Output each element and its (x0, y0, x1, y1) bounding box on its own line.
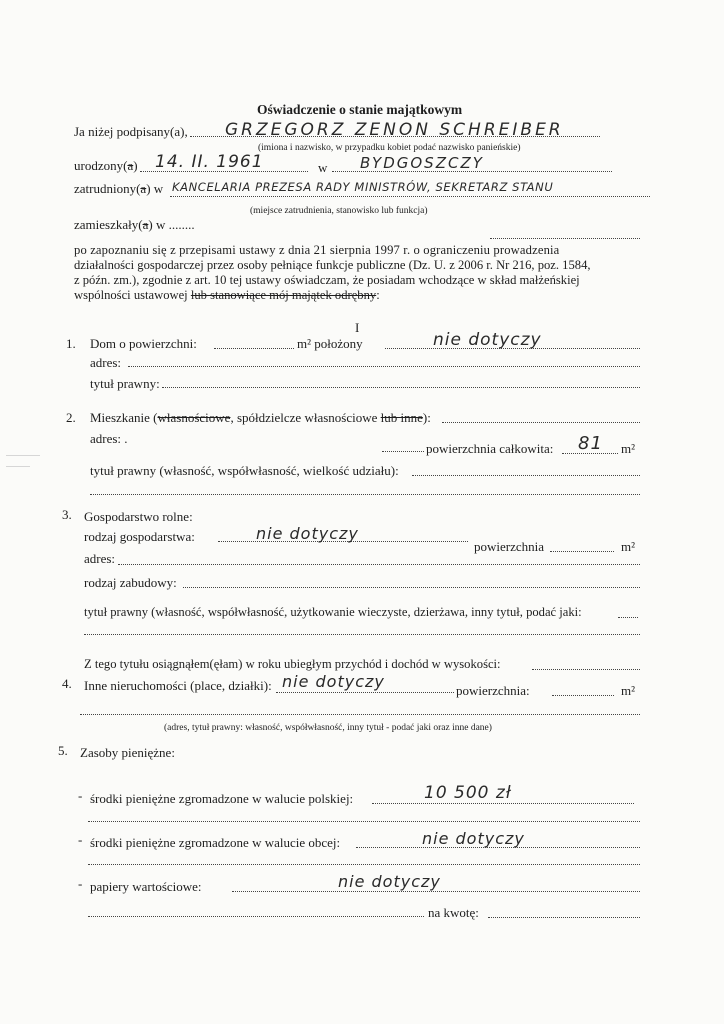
s5-fx-value: nie dotyczy (422, 829, 525, 848)
s4-value-dotted (276, 692, 454, 693)
s4-note: (adres, tytuł prawny: własność, współwłasność, inny tytuł - podać jaki oraz inne dane) (164, 723, 492, 733)
s1-unit-label: m² położony (297, 336, 363, 351)
s3-number: 3. (62, 507, 72, 522)
signed-label: Ja niżej podpisany(a), (74, 124, 188, 139)
s3-area-label: powierzchnia (474, 539, 545, 554)
s5-label: Zasoby pieniężne: (80, 745, 175, 760)
born-place-value: BYDGOSZCZY (360, 154, 484, 172)
intro-line-4b: lub stanowiące mój majątek odrębny (190, 288, 377, 302)
s3-unit-label: m² (621, 539, 636, 554)
s2-label (90, 410, 431, 425)
s5-pln-dotted-2 (88, 821, 640, 822)
s4-label: Inne nieruchomości (place, działki): (84, 678, 272, 693)
resident-dotted-line (490, 238, 640, 239)
s5-pln-dash: - (78, 788, 83, 803)
s3-income-label: Z tego tytułu osiągnąłem(ęłam) w roku ubiegłym przychód i dochód w wysokości: (84, 657, 501, 671)
born-label-a: urodzony( (74, 158, 128, 173)
s5-pln-value: 10 500 zł (424, 783, 512, 803)
s2-label-b: własnościowe (157, 410, 231, 425)
s2-title-label: tytuł prawny (własność, współwłasność, wielkość udziału): (90, 463, 399, 478)
s2-address-dotted (382, 451, 424, 452)
s5-number: 5. (58, 743, 68, 758)
born-label-c: ) (133, 158, 138, 173)
s2-unit-label: m² (621, 441, 636, 456)
intro-line-4a: wspólności ustawowej (74, 288, 188, 302)
scan-edge-mark (6, 466, 30, 467)
intro-line-1: po zapoznaniu się z przepisami ustawy z dnia 21 sierpnia 1997 r. o ograniczeniu prowadzenia (74, 243, 560, 257)
s5-sec-dash: - (78, 876, 83, 891)
s1-title-label: tytuł prawny: (90, 376, 160, 391)
s3-address-dotted (118, 564, 640, 565)
s5-amount-label: na kwotę: (428, 905, 479, 920)
employed-label-b: a (140, 181, 147, 196)
s1-address-label: adres: (90, 355, 122, 370)
resident-label-a: zamieszkały( (74, 217, 143, 232)
s1-number: 1. (66, 336, 76, 351)
s2-label-d: lub inne (380, 410, 423, 425)
born-in-label: w (318, 160, 328, 175)
s3-title-label: tytuł prawny (własność, współwłasność, użytkowanie wieczyste, dzierżawa, inny tytuł, podać jaki: (84, 605, 582, 619)
s4-value: nie dotyczy (282, 672, 385, 691)
s4-area-label: powierzchnia: (456, 683, 530, 698)
s1-title-dotted (162, 387, 640, 388)
s2-number: 2. (66, 410, 76, 425)
s5-sec-label: papiery wartościowe: (90, 879, 202, 894)
s3-title-dotted (618, 617, 638, 618)
resident-label (74, 217, 195, 232)
s2-title-dotted (412, 475, 640, 476)
scan-edge-mark (6, 455, 40, 456)
s5-amount-dotted-2 (488, 917, 640, 918)
born-date-value: 14. II. 1961 (155, 152, 264, 172)
name-note: (imiona i nazwisko, w przypadku kobiet podać nazwisko panieńskie) (258, 143, 521, 153)
employed-label (74, 181, 163, 196)
s5-fx-dash: - (78, 832, 83, 847)
s2-title-dotted-2 (90, 494, 640, 495)
s3-income-dotted (532, 669, 640, 670)
born-label (74, 158, 138, 173)
s2-address-label: adres: . (90, 431, 128, 446)
s5-sec-dotted (232, 891, 640, 892)
s3-type-value: nie dotyczy (256, 524, 359, 543)
s4-number: 4. (62, 676, 72, 691)
s5-fx-dotted-2 (88, 864, 640, 865)
s1-value: nie dotyczy (433, 330, 542, 350)
s4-dotted-2 (80, 714, 640, 715)
s1-area-dotted (214, 348, 294, 349)
s3-building-dotted (183, 587, 640, 588)
s3-address-label: adres: (84, 551, 116, 566)
document-title: Oświadczenie o stanie majątkowym (257, 102, 463, 117)
born-label-b: a (127, 158, 134, 173)
intro-line-4 (74, 288, 380, 303)
resident-label-c: ) w ........ (148, 217, 195, 232)
s4-unit-label: m² (621, 683, 636, 698)
resident-label-b: a (142, 217, 149, 232)
s5-pln-label: środki pieniężne zgromadzone w walucie polskiej: (90, 791, 354, 806)
s5-pln-dotted (372, 803, 634, 804)
intro-line-2: działalności gospodarczej przez osoby pełniące funkcje publiczne (Dz. U. z 2006 r. Nr 216, poz. 1584, (74, 258, 591, 272)
s3-area-dotted (550, 551, 614, 552)
employed-value: KANCELARIA PREZESA RADY MINISTRÓW, SEKRETARZ STANU (172, 180, 554, 194)
employed-label-c: ) w (146, 181, 164, 196)
s5-fx-label: środki pieniężne zgromadzone w walucie obcej: (90, 835, 341, 850)
s2-label-e: ): (422, 410, 431, 425)
s3-title-dotted-2 (84, 634, 640, 635)
s2-label-dotted (442, 422, 640, 423)
s2-area-value: 81 (578, 433, 603, 454)
s1-address-dotted (128, 366, 640, 367)
employed-dotted-line (170, 196, 650, 197)
s2-area-label: powierzchnia całkowita: (426, 441, 554, 456)
intro-line-4c: : (376, 288, 380, 302)
employed-label-a: zatrudniony( (74, 181, 141, 196)
s3-label: Gospodarstwo rolne: (84, 509, 193, 524)
s5-amount-dotted (88, 916, 424, 917)
s2-label-a: Mieszkanie ( (90, 410, 158, 425)
s3-building-label: rodzaj zabudowy: (84, 575, 177, 590)
s4-area-dotted (552, 695, 614, 696)
employed-note: (miejsce zatrudnienia, stanowisko lub funkcja) (250, 206, 428, 216)
name-value: GRZEGORZ ZENON SCHREIBER (225, 120, 564, 140)
s5-sec-value: nie dotyczy (338, 872, 441, 891)
s2-label-c: , spółdzielcze własnościowe (230, 410, 378, 425)
section-marker: I (355, 320, 360, 335)
s3-type-label: rodzaj gospodarstwa: (84, 529, 195, 544)
s1-label: Dom o powierzchni: (90, 336, 197, 351)
intro-line-3: z późn. zm.), zgodnie z art. 10 tej ustawy oświadczam, że posiadam wchodzące w skład małżeńskiej (74, 273, 580, 287)
